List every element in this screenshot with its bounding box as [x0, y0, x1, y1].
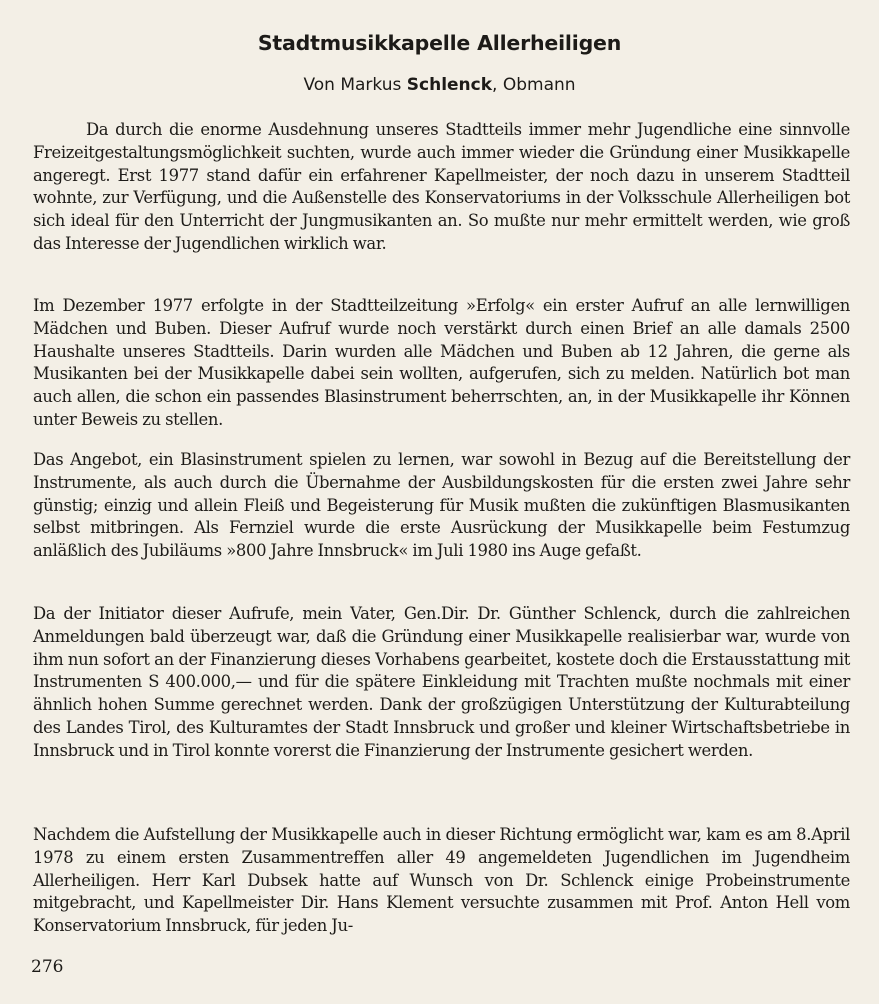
paragraph-4: Da der Initiator dieser Aufrufe, mein Vater, Gen.Dir. Dr. Günther Schlenck, durch die zahlreichen Anmeldungen bald überzeugt war, daß die Gründung einer Musikkapelle realisierbar war, wurde von ihm nun sofort an der Finanzierung dieses Vorhabens gearbeitet, kostete doch die Erstausstattung mit Instrumenten S 400.000,— und für die spätere Einkleidung mit Trachten mußte nochmals mit einer ähnlich hohen Summe gerechnet werden. Dank der großzügigen Unterstützung der Kulturabteilung des Landes Tirol, des Kulturamtes der Stadt Innsbruck und großer und kleiner Wirtschaftsbetriebe in Innsbruck und in Tirol konnte vorerst die Finanzierung der Instrumente gesichert werden.: [33, 604, 850, 760]
page-number: 276: [31, 957, 64, 977]
byline: [0, 73, 879, 97]
byline-prefix: Von Markus: [303, 75, 407, 95]
article-title: Stadtmusikkapelle Allerheiligen: [257, 31, 622, 55]
paragraph-1: Da durch die enorme Ausdehnung unseres Stadtteils immer mehr Jugendliche eine sinnvolle Freizeitgestaltungsmöglichkeit suchten, wurde auch immer wieder die Gründung einer Musikkapelle angeregt. Erst 1977 stand dafür ein erfahrener Kapellmeister, der noch dazu in unserem Stadtteil wohnte, zur Verfügung, und die Außenstelle des Konservatoriums in der Volksschule Allerheiligen bot sich ideal für den Unterricht der Jungmusikanten an. So mußte nur mehr ermittelt werden, wie groß das Interesse der Jugendlichen wirklich war.: [33, 120, 850, 253]
author-surname: Schlenck: [406, 75, 493, 95]
byline-suffix: , Obmann: [492, 75, 576, 95]
paragraph-3: Das Angebot, ein Blasinstrument spielen zu lernen, war sowohl in Bezug auf die Bereitstellung der Instrumente, als auch durch die Übernahme der Ausbildungskosten für die ersten zwei Jahre sehr günstig; einzig und allein Fleiß und Begeisterung für Musik mußten die zukünftigen Blasmusikanten selbst mitbringen. Als Fernziel wurde die erste Ausrückung der Musikkapelle beim Festumzug anläßlich des Jubiläums »800 Jahre Innsbruck« im Juli 1980 ins Auge gefaßt.: [33, 450, 850, 561]
paragraph-5: Nachdem die Aufstellung der Musikkapelle auch in dieser Richtung ermöglicht war, kam es am 8.April 1978 zu einem ersten Zusammentreffen aller 49 angemeldeten Jugendlichen im Jugendheim Allerheiligen. Herr Karl Dubsek hatte auf Wunsch von Dr. Schlenck einige Probeinstrumente mitgebracht, und Kapellmeister Dir. Hans Klement versuchte zusammen mit Prof. Anton Hell vom Konservatorium Innsbruck, für jeden Ju-: [33, 825, 850, 936]
paragraph-2: Im Dezember 1977 erfolgte in der Stadtteilzeitung »Erfolg« ein erster Aufruf an alle lernwilligen Mädchen und Buben. Dieser Aufruf wurde noch verstärkt durch einen Brief an alle damals 2500 Haushalte unseres Stadtteils. Darin wurden alle Mädchen und Buben ab 12 Jahren, die gerne als Musikanten bei der Musikkapelle dabei sein wollten, aufgerufen, sich zu melden. Natürlich bot man auch allen, die schon ein passendes Blasinstrument beherrschten, an, in der Musikkapelle ihr Können unter Beweis zu stellen.: [33, 296, 850, 429]
